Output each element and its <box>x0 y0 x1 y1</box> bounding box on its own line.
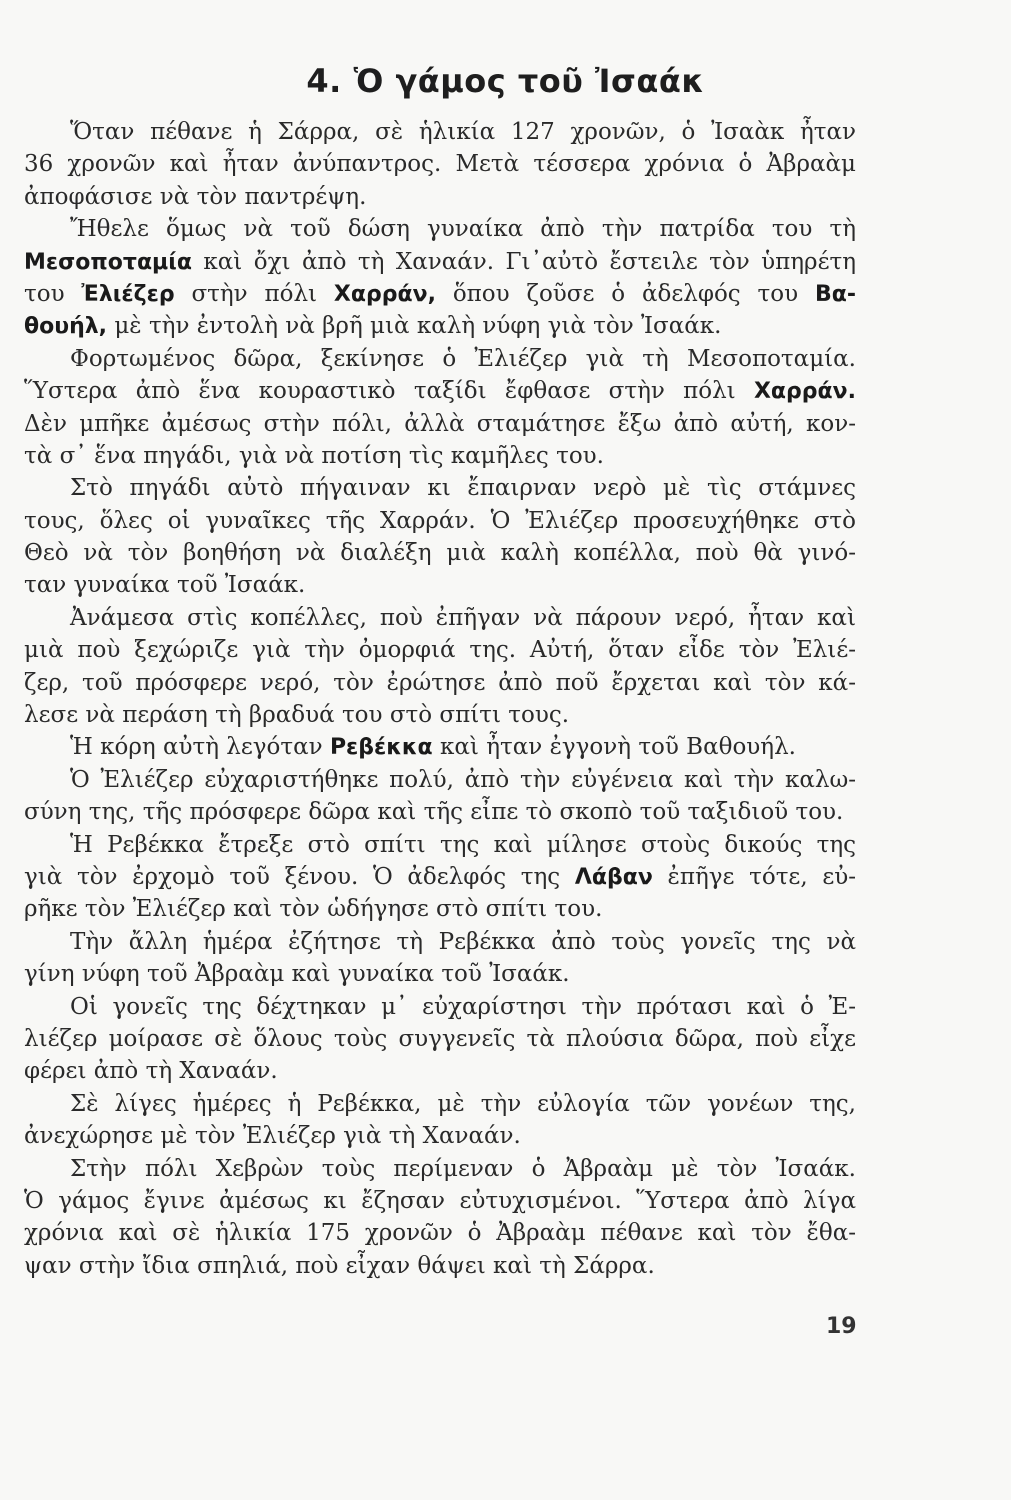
text-line <box>24 148 856 180</box>
text-segment: ἀποφάσισε νὰ τὸν παντρέψη. <box>24 183 367 210</box>
text-line <box>24 926 856 958</box>
text-line <box>24 699 856 731</box>
text-line <box>24 343 856 375</box>
bold-name: Χαρράν, <box>333 281 436 307</box>
text-segment: ρῆκε τὸν Ἐλιέζερ καὶ τὸν ὡδήγησε στὸ σπίτι του. <box>24 896 603 923</box>
text-segment: λεσε νὰ περάση τὴ βραδυά του στὸ σπίτι τους. <box>24 702 570 729</box>
text-segment: μιὰ ποὺ ξεχώριζε γιὰ τὴν ὀμορφιά της. Αὐτή, ὅταν εἶδε τὸν Ἐλιέ- <box>24 637 856 664</box>
text-line <box>24 1055 856 1087</box>
text-segment: τὰ σ᾿ ἕνα πηγάδι, γιὰ νὰ ποτίση τὶς καμῆλες του. <box>24 442 604 469</box>
text-segment: Θεὸ νὰ τὸν βοηθήση νὰ διαλέξη μιὰ καλὴ κοπέλλα, ποὺ θὰ γινό- <box>24 540 856 567</box>
text-line <box>24 1088 856 1120</box>
text-line <box>24 310 856 342</box>
text-segment: Ἤθελε ὅμως νὰ τοῦ δώση γυναίκα ἀπὸ τὴν πατρίδα του τὴ <box>70 216 856 243</box>
text-line <box>24 667 856 699</box>
page-number: 19 <box>826 1314 857 1339</box>
text-line <box>24 278 856 310</box>
text-line <box>24 440 856 472</box>
text-segment: ψαν στὴν ἴδια σπηλιά, ποὺ εἶχαν θάψει καὶ τὴ Σάρρα. <box>24 1252 655 1279</box>
text-line <box>24 1185 856 1217</box>
text-line <box>24 958 856 990</box>
text-line <box>24 861 856 893</box>
text-segment: Ἡ κόρη αὐτὴ λεγόταν <box>70 734 330 761</box>
text-line <box>24 472 856 504</box>
text-segment: ταν γυναίκα τοῦ Ἰσαάκ. <box>24 572 306 599</box>
text-segment: Φορτωμένος δῶρα, ξεκίνησε ὁ Ἐλιέζερ γιὰ τὴ Μεσοποταμία. <box>70 345 856 372</box>
text-segment: στὴν πόλι <box>174 280 334 307</box>
text-segment: γιὰ τὸν ἐρχομὸ τοῦ ξένου. Ὁ ἀδελφός της <box>24 863 575 890</box>
text-segment: Στὸ πηγάδι αὐτὸ πήγαιναν κι ἔπαιρναν νερὸ μὲ τὶς στάμνες <box>70 475 856 502</box>
text-segment: ἀνεχώρησε μὲ τὸν Ἐλιέζερ γιὰ τὴ Χαναάν. <box>24 1123 521 1150</box>
text-line <box>24 991 856 1023</box>
text-segment: χρόνια καὶ σὲ ἡλικία 175 χρονῶν ὁ Ἀβραὰμ πέθανε καὶ τὸν ἔθα- <box>24 1220 856 1247</box>
text-segment: 36 χρονῶν καὶ ἦταν ἀνύπαντρος. Μετὰ τέσσερα χρόνια ὁ Ἀβραὰμ <box>24 151 856 178</box>
text-line <box>24 375 856 407</box>
text-line <box>24 213 856 245</box>
text-line <box>24 893 856 925</box>
text-segment: σύνη της, τῆς πρόσφερε δῶρα καὶ τῆς εἶπε τὸ σκοπὸ τοῦ ταξιδιοῦ του. <box>24 799 844 826</box>
text-segment: Ὕστερα ἀπὸ ἕνα κουραστικὸ ταξίδι ἔφθασε στὴν πόλι <box>24 378 754 405</box>
text-line <box>24 408 856 440</box>
text-line <box>24 1153 856 1185</box>
text-line <box>24 602 856 634</box>
text-segment: Ἀνάμεσα στὶς κοπέλλες, ποὺ ἐπῆγαν νὰ πάρουν νερό, ἦταν καὶ <box>70 604 856 631</box>
text-segment: Ὅταν πέθανε ἡ Σάρρα, σὲ ἡλικία 127 χρονῶν, ὁ Ἰσαὰκ ἦταν <box>70 119 856 145</box>
text-line <box>24 1023 856 1055</box>
text-segment: ἐπῆγε τότε, εὐ- <box>652 863 856 890</box>
text-line <box>24 1217 856 1249</box>
text-segment: ὅπου ζοῦσε ὁ ἀδελφός του <box>435 280 815 307</box>
text-line <box>24 181 856 213</box>
text-line <box>24 116 856 148</box>
text-line <box>24 1250 856 1282</box>
text-line <box>24 634 856 666</box>
bold-name: Χαρράν. <box>753 379 856 405</box>
text-line <box>24 764 856 796</box>
text-segment: λιέζερ μοίρασε σὲ ὅλους τοὺς συγγενεῖς τὰ πλούσια δῶρα, ποὺ εἶχε <box>24 1025 856 1052</box>
text-segment: Σὲ λίγες ἡμέρες ἡ Ρεβέκκα, μὲ τὴν εὐλογία τῶν γονέων της, <box>70 1090 856 1117</box>
text-line <box>24 537 856 569</box>
chapter-title: 4. Ὁ γάμος τοῦ Ἰσαάκ <box>306 62 705 100</box>
text-segment: Ὁ γάμος ἔγινε ἀμέσως κι ἔζησαν εὐτυχισμένοι. Ὕστερα ἀπὸ λίγα <box>24 1187 856 1214</box>
text-segment: καὶ ἦταν ἐγγονὴ τοῦ Βαθουήλ. <box>432 734 796 761</box>
text-segment: Δὲν μπῆκε ἀμέσως στὴν πόλι, ἀλλὰ σταμάτησε ἔξω ἀπὸ αὐτή, κον- <box>24 410 856 437</box>
text-line <box>24 505 856 537</box>
text-segment: καὶ ὄχι ἀπὸ τὴ Χαναάν. Γι᾿αὐτὸ ἔστειλε τὸν ὑπηρέτη <box>191 248 856 275</box>
text-line <box>24 569 856 601</box>
text-line <box>24 1120 856 1152</box>
bold-name: Μεσοποταμία <box>24 249 192 275</box>
body-text <box>24 116 856 1282</box>
bold-name: Βα- <box>814 281 856 307</box>
text-line <box>24 246 856 278</box>
text-segment: ζερ, τοῦ πρόσφερε νερό, τὸν ἐρώτησε ἀπὸ ποῦ ἔρχεται καὶ τὸν κά- <box>24 669 856 696</box>
text-line <box>24 796 856 828</box>
text-segment: μὲ τὴν ἐντολὴ νὰ βρῆ μιὰ καλὴ νύφη γιὰ τὸν Ἰσαάκ. <box>107 313 722 340</box>
text-segment: Τὴν ἄλλη ἡμέρα ἐζήτησε τὴ Ρεβέκκα ἀπὸ τοὺς γονεῖς της νὰ <box>70 928 856 955</box>
text-segment: του <box>24 280 82 307</box>
text-segment: Ὁ Ἐλιέζερ εὐχαριστήθηκε πολύ, ἀπὸ τὴν εὐγένεια καὶ τὴν καλω- <box>70 766 856 793</box>
bold-name: Ἐλιέζερ <box>81 281 175 307</box>
text-line <box>24 731 856 763</box>
bold-name: θουήλ, <box>24 314 108 340</box>
text-line <box>24 829 856 861</box>
text-segment: γίνη νύφη τοῦ Ἀβραὰμ καὶ γυναίκα τοῦ Ἰσαάκ. <box>24 961 570 988</box>
bold-name: Ρεβέκκα <box>329 735 433 761</box>
bold-name: Λάβαν <box>574 864 653 890</box>
text-segment: τους, ὅλες οἱ γυναῖκες τῆς Χαρράν. Ὁ Ἐλιέζερ προσευχήθηκε στὸ <box>24 507 856 534</box>
text-segment: Οἱ γονεῖς της δέχτηκαν μ᾿ εὐχαρίστησι τὴν πρότασι καὶ ὁ Ἐ- <box>70 993 856 1020</box>
text-segment: φέρει ἀπὸ τὴ Χαναάν. <box>24 1058 278 1085</box>
text-segment: Ἡ Ρεβέκκα ἔτρεξε στὸ σπίτι της καὶ μίλησε στοὺς δικούς της <box>70 831 856 858</box>
text-segment: Στὴν πόλι Χεβρὼν τοὺς περίμεναν ὁ Ἀβραὰμ μὲ τὸν Ἰσαάκ. <box>70 1155 856 1182</box>
